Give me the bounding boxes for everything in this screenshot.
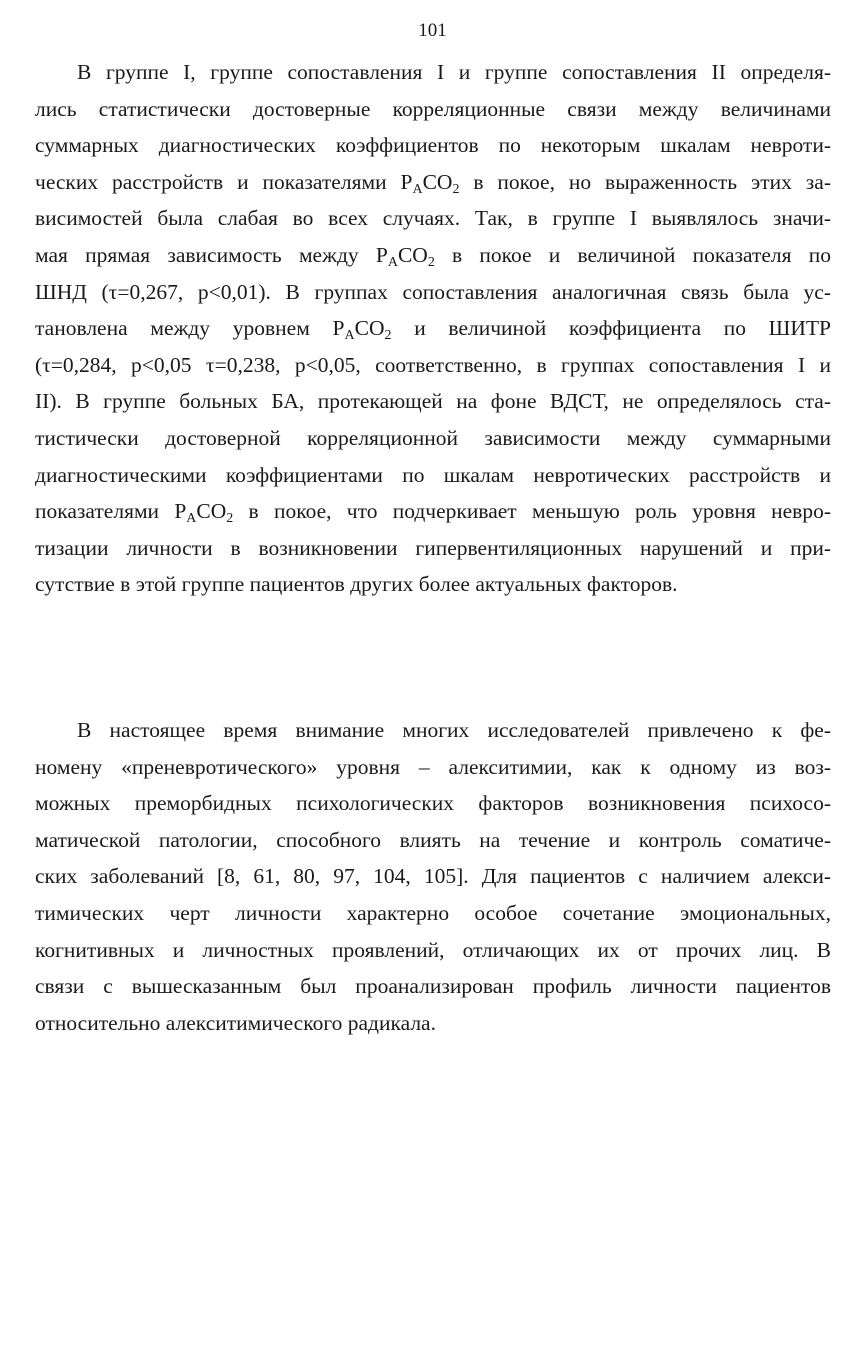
text-line bbox=[35, 712, 831, 749]
text-line bbox=[35, 566, 831, 603]
text-segment: суммарных диагностических коэффициентов по некоторым шкалам невроти- bbox=[35, 133, 831, 158]
text-line bbox=[35, 530, 831, 567]
text-line bbox=[35, 749, 831, 786]
text-line bbox=[35, 274, 831, 311]
paragraph-alexithymia bbox=[35, 712, 831, 1041]
text-line bbox=[35, 347, 831, 384]
text-segment: CO bbox=[354, 316, 385, 341]
text-line bbox=[35, 858, 831, 895]
text-segment: номену «преневротического» уровня – алекситимии, как к одному из воз- bbox=[35, 754, 831, 779]
subscript: 2 bbox=[226, 511, 234, 527]
text-segment: диагностическими коэффициентами по шкалам невротических расстройств и bbox=[35, 462, 831, 487]
text-segment: в покое и величиной показателя по bbox=[434, 242, 832, 267]
text-segment: тизации личности в возникновении гипервентиляционных нарушений и при- bbox=[35, 535, 831, 560]
subscript: 2 bbox=[384, 328, 392, 344]
text-segment: можных преморбидных психологических факторов возникновения психосо- bbox=[35, 791, 831, 816]
text-line bbox=[35, 237, 831, 274]
text-segment: сутствие в этой группе пациентов других более актуальных факторов. bbox=[35, 572, 678, 597]
text-segment: тистически достоверной корреляционной зависимости между суммарными bbox=[35, 425, 831, 450]
subscript: A bbox=[344, 328, 355, 344]
page-number: 101 bbox=[418, 20, 447, 41]
text-segment: висимостей была слабая во всех случаях. Так, в группе I выявлялось значи- bbox=[35, 206, 831, 231]
text-segment: В настоящее время внимание многих исследователей привлечено к фе- bbox=[77, 718, 831, 742]
text-segment: когнитивных и личностных проявлений, отличающих их от прочих лиц. В bbox=[35, 937, 831, 962]
text-line bbox=[35, 457, 831, 494]
subscript: A bbox=[412, 181, 423, 197]
text-line bbox=[35, 200, 831, 237]
subscript: 2 bbox=[452, 181, 460, 197]
text-segment: тимических черт личности характерно особое сочетание эмоциональных, bbox=[35, 900, 831, 925]
paragraph-correlations bbox=[35, 54, 831, 603]
text-segment: CO bbox=[397, 242, 428, 267]
text-line bbox=[35, 895, 831, 932]
text-segment: CO bbox=[422, 169, 453, 194]
text-segment: и величиной коэффициента по ШИТР bbox=[391, 316, 831, 341]
text-segment: (τ=0,284, p<0,05 τ=0,238, p<0,05, соответственно, в группах сопоставления I и bbox=[35, 352, 831, 377]
text-line bbox=[35, 493, 831, 530]
text-segment: II). В группе больных БА, протекающей на фоне ВДСТ, не определялось ста- bbox=[35, 389, 831, 414]
text-segment: связи с вышесказанным был проанализирован профиль личности пациентов bbox=[35, 974, 831, 999]
text-line bbox=[35, 420, 831, 457]
text-line bbox=[35, 127, 831, 164]
text-segment: CO bbox=[196, 499, 227, 524]
text-segment: матической патологии, способного влиять на течение и контроль соматиче- bbox=[35, 827, 831, 852]
text-segment: лись статистически достоверные корреляционные связи между величинами bbox=[35, 96, 831, 121]
text-segment: ческих расстройств и показателями P bbox=[35, 169, 413, 194]
text-line bbox=[35, 164, 831, 201]
text-line bbox=[35, 932, 831, 969]
text-segment: тановлена между уровнем P bbox=[35, 316, 345, 341]
text-segment: мая прямая зависимость между P bbox=[35, 242, 388, 267]
text-segment: В группе I, группе сопоставления I и группе сопоставления II определя- bbox=[77, 60, 831, 84]
subscript: A bbox=[186, 511, 197, 527]
text-segment: в покое, что подчеркивает меньшую роль уровня невро- bbox=[233, 499, 831, 524]
text-segment: показателями P bbox=[35, 499, 187, 524]
text-line bbox=[35, 54, 831, 91]
text-line bbox=[35, 310, 831, 347]
text-line bbox=[35, 1005, 831, 1042]
text-segment: в покое, но выраженность этих за- bbox=[459, 169, 831, 194]
text-line bbox=[35, 822, 831, 859]
text-segment: ских заболеваний [8, 61, 80, 97, 104, 105]. Для пациентов с наличием алекси- bbox=[35, 864, 831, 889]
subscript: A bbox=[387, 254, 398, 270]
text-line bbox=[35, 91, 831, 128]
text-line bbox=[35, 383, 831, 420]
text-line bbox=[35, 968, 831, 1005]
text-segment: относительно алекситимического радикала. bbox=[35, 1010, 436, 1035]
text-segment: ШНД (τ=0,267, p<0,01). В группах сопоставления аналогичная связь была ус- bbox=[35, 279, 831, 304]
text-line bbox=[35, 785, 831, 822]
subscript: 2 bbox=[427, 254, 435, 270]
